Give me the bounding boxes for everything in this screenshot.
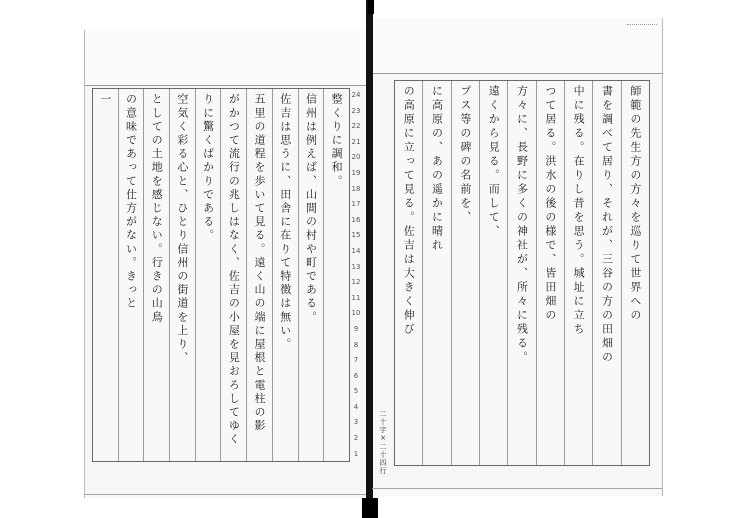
- line-number: 7: [353, 356, 359, 365]
- left-column-7: [169, 89, 195, 461]
- left-column-2: [298, 89, 324, 461]
- left-column-9: [118, 89, 144, 461]
- left-page-header-area: [85, 30, 367, 86]
- right-column-4-text: つて居る。洪水の後の様で、皆田畑の: [543, 85, 557, 323]
- right-column-2-text: 書を調べて居り、それが、三谷の方の田畑の: [600, 85, 614, 365]
- left-column-10-text: 一: [98, 93, 112, 107]
- line-number: 14: [351, 246, 361, 255]
- right-column-1-text: 師範の先生方の方々を巡りて世界への: [628, 85, 642, 323]
- right-column-7: [451, 81, 479, 465]
- left-column-3-text: 佐吉は思うに、田舎に在りて特徴は無い。: [278, 93, 292, 352]
- line-number: 13: [351, 262, 361, 271]
- right-column-9: [395, 81, 422, 465]
- left-column-5: [220, 89, 246, 461]
- right-column-6: [479, 81, 507, 465]
- line-number: 18: [351, 184, 361, 193]
- right-column-5: [507, 81, 535, 465]
- left-column-7-text: 空気く彩る心と、ひとり信州の街道を上り、: [175, 93, 189, 365]
- right-page-header-area: [372, 18, 662, 74]
- left-column-5-text: がかつて流行の兆しはなく、佐吉の小屋を見おろしてゆく: [227, 93, 241, 447]
- manuscript-paper-format-note: 二十字×二十四行: [379, 410, 387, 475]
- left-column-8-text: としての土地を感じない。行きの山鳥: [150, 93, 164, 325]
- left-column-10: [93, 89, 118, 461]
- left-column-4-text: 五里の道程を歩いて見る。遠く山の端に屋根と電柱の影: [253, 93, 267, 433]
- right-column-7-text: プス等の碑の名前を、: [458, 85, 472, 225]
- line-number: 12: [351, 278, 361, 287]
- line-number: 17: [351, 200, 361, 209]
- line-number: 23: [351, 106, 361, 115]
- right-page-bottom-rule: [372, 488, 662, 489]
- line-number: 21: [351, 137, 361, 146]
- line-number: 19: [351, 168, 361, 177]
- line-number: 22: [351, 122, 361, 131]
- line-number: 6: [353, 371, 359, 380]
- right-column-2: [592, 81, 620, 465]
- left-column-1-text: 整くりに調和。: [330, 93, 344, 189]
- left-page-bottom-rule: [84, 494, 366, 495]
- line-number: 11: [351, 293, 361, 302]
- left-column-6-text: りに驚くばかりである。: [201, 93, 215, 243]
- line-number: 1: [353, 449, 359, 458]
- right-column-6-text: 遠くから見る。而して、: [487, 85, 501, 239]
- right-column-4: [536, 81, 564, 465]
- left-column-3: [272, 89, 298, 461]
- right-column-3-text: 中に残る。在りし昔を思う。城址に立ち: [572, 85, 586, 337]
- right-column-8-text: に高原の、あの遥かに晴れ: [430, 85, 444, 253]
- right-column-1: [621, 81, 649, 465]
- right-column-8: [422, 81, 450, 465]
- right-column-5-text: 方々に、長野に多くの神社が、所々に残る。: [515, 85, 529, 365]
- left-column-4: [246, 89, 272, 461]
- line-number: 2: [353, 434, 359, 443]
- left-manuscript-grid: [92, 88, 350, 462]
- line-number-ruler: [350, 92, 362, 458]
- line-number: 20: [351, 153, 361, 162]
- line-number: 10: [351, 309, 361, 318]
- spine-top-shadow: [368, 0, 374, 14]
- line-number: 5: [353, 387, 359, 396]
- left-column-6: [195, 89, 221, 461]
- line-number: 8: [353, 340, 359, 349]
- line-number: 9: [353, 324, 359, 333]
- spine-bottom-shadow: [362, 498, 378, 518]
- left-column-9-text: の意味であって仕方がない。きっと: [124, 93, 138, 311]
- left-column-2-text: 信州は例えば、山間の村や町である。: [304, 93, 318, 325]
- right-manuscript-grid: [394, 80, 650, 466]
- line-number: 4: [353, 402, 359, 411]
- line-number: 24: [351, 91, 361, 99]
- line-number: 15: [351, 231, 361, 240]
- line-number: 16: [351, 215, 361, 224]
- right-column-9-text: の高原に立って見る。佐吉は大きく伸び: [402, 85, 416, 337]
- top-edge-marks: [627, 24, 657, 29]
- right-column-3: [564, 81, 592, 465]
- line-number: 3: [353, 418, 359, 427]
- left-column-8: [143, 89, 169, 461]
- left-column-1: [323, 89, 349, 461]
- book-spine: [366, 0, 373, 518]
